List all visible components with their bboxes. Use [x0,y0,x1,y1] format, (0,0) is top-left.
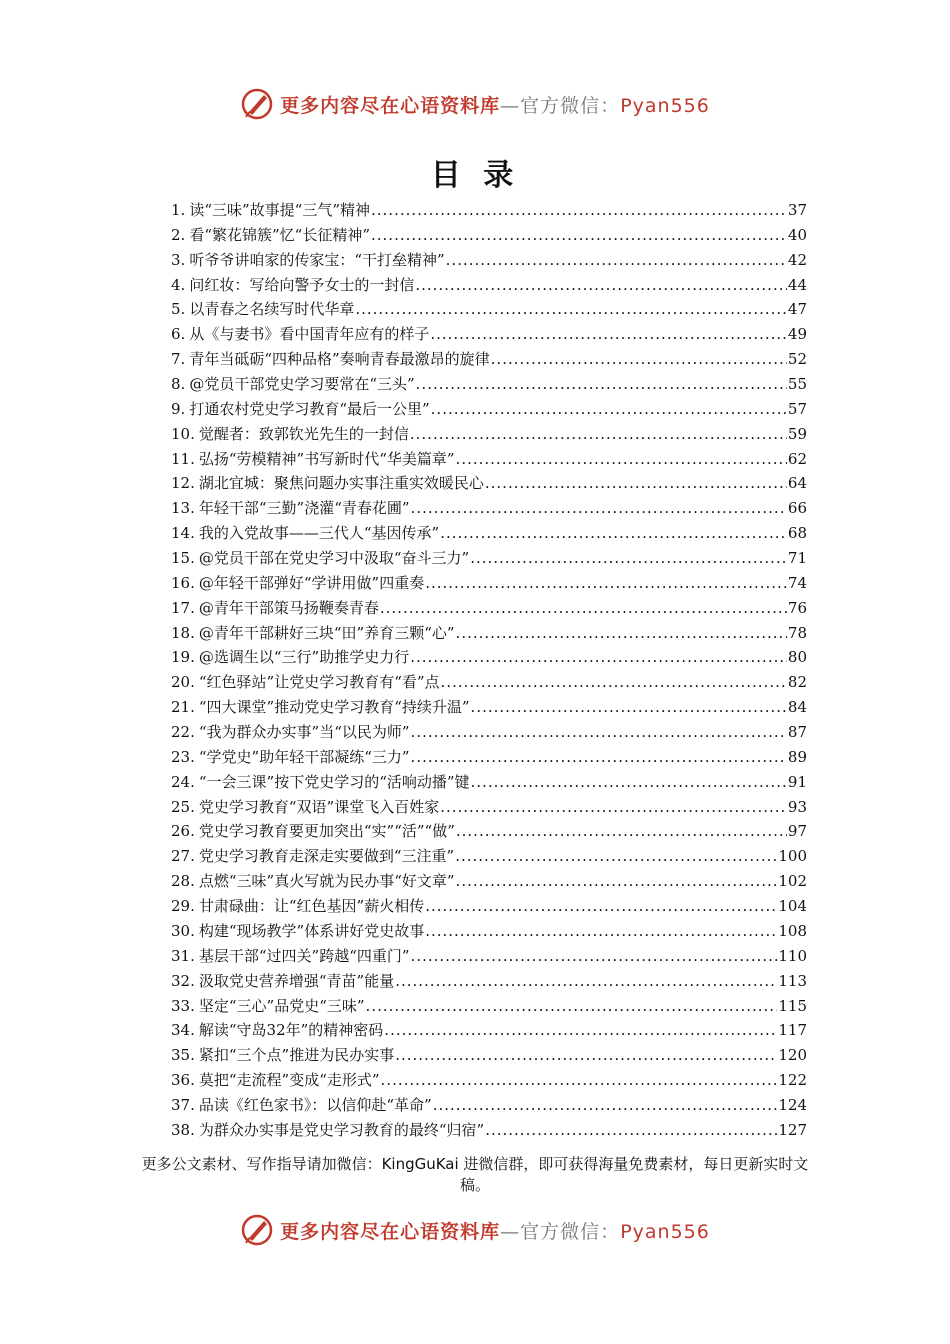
toc-entry-title: 党史学习教育走深走实要做到“三注重” [198,847,455,866]
toc-entry-page: 74 [787,573,807,592]
toc-dot-leader [425,571,787,596]
page-title: 目 录 [430,158,520,193]
toc-entry[interactable] [171,944,807,969]
toc-entry-page: 115 [778,996,807,1015]
toc-dot-leader [410,422,787,447]
toc-entry-page: 68 [787,524,807,543]
toc-dot-leader [416,372,787,397]
toc-entry-number: 1. [171,201,186,219]
toc-entry-number: 26. [171,822,195,841]
toc-entry-title: 汲取党史营养增强“青苗”能量 [198,971,395,990]
toc-entry[interactable] [171,198,807,223]
toc-dot-leader [371,223,787,248]
toc-dot-leader [411,496,787,521]
toc-entry-page: 113 [778,971,807,990]
toc-entry-number: 32. [171,971,195,990]
toc-entry-number: 31. [171,946,195,965]
toc-dot-leader [380,596,787,621]
toc-entry-title: 点燃“三味”真火写就为民办事“好文章” [198,872,455,891]
banner-text: 更多内容尽在心语资料库—官方微信：Pyan556 [280,1220,710,1243]
toc-entry-title: 年轻干部“三勤”浇灌“青春花圃” [198,499,410,518]
toc-entry-page: 122 [778,1071,807,1090]
toc-entry-number: 37. [171,1095,195,1114]
toc-entry-number: 7. [171,350,186,369]
toc-entry[interactable] [171,994,807,1019]
toc-entry-title: 以青春之名续写时代华章 [189,300,355,319]
toc-dot-leader [425,919,777,944]
toc-entry-page: 110 [778,946,807,965]
toc-entry[interactable] [171,795,807,820]
toc-entry-number: 36. [171,1071,195,1090]
toc-entry-page: 71 [787,549,807,568]
toc-entry-title: 青年当砥砺“四种品格”奏响青春最激昂的旋律 [189,350,490,369]
toc-entry-number: 5. [171,300,186,319]
toc-entry[interactable] [171,720,807,745]
toc-dot-leader [471,695,787,720]
toc-entry-number: 9. [171,399,186,418]
toc-entry[interactable] [171,645,807,670]
toc-entry-title: @党员干部在党史学习中汲取“奋斗三力” [198,549,470,568]
toc-entry-number: 35. [171,1046,195,1065]
toc-entry-title: 党史学习教育“双语”课堂飞入百姓家 [198,797,440,816]
toc-entry-page: 44 [787,275,807,294]
toc-entry-number: 23. [171,747,195,766]
toc-entry-page: 40 [787,225,807,244]
pen-logo-icon [240,1213,274,1247]
toc-entry-number: 16. [171,573,195,592]
toc-entry[interactable] [171,248,807,273]
toc-entry-title: @青年干部策马扬鞭奏青春 [198,598,379,617]
toc-dot-leader [471,770,787,795]
toc-entry-page: 97 [787,822,807,841]
toc-entry[interactable] [171,894,807,919]
toc-entry-title: 坚定“三心”品党史“三味” [198,996,365,1015]
toc-entry-title: 听爷爷讲咱家的传家宝：“干打垒精神” [189,250,445,269]
toc-entry-page: 82 [787,673,807,692]
toc-entry[interactable] [171,1043,807,1068]
toc-entry-page: 49 [787,325,807,344]
toc-dot-leader [431,397,787,422]
toc-entry-title: 觉醒者：致郭钦光先生的一封信 [198,424,409,443]
toc-dot-leader [411,745,787,770]
toc-entry[interactable] [171,1068,807,1093]
toc-entry-title: 打通农村党史学习教育“最后一公里” [189,399,430,418]
toc-dot-leader [456,621,787,646]
toc-dot-leader [485,1118,777,1143]
toc-entry-number: 21. [171,698,195,717]
toc-entry-title: @青年干部耕好三块“田”养育三颗“心” [198,623,455,642]
toc-entry-number: 4. [171,275,186,294]
toc-dot-leader [415,273,787,298]
toc-entry[interactable] [171,1118,807,1143]
toc-dot-leader [485,471,787,496]
toc-entry-page: 104 [778,897,807,916]
toc-entry-page: 102 [778,872,807,891]
toc-entry-number: 30. [171,921,195,940]
toc-entry-title: 问红妆：写给向警予女士的一封信 [189,275,415,294]
toc-entry-title: 读“三味”故事提“三气”精神 [189,201,370,219]
toc-entry-page: 87 [787,723,807,742]
toc-entry-number: 34. [171,1021,195,1040]
toc-dot-leader [411,720,787,745]
toc-entry[interactable] [171,297,807,322]
toc-entry-page: 89 [787,747,807,766]
toc-entry-page: 76 [787,598,807,617]
toc-entry[interactable] [171,496,807,521]
toc-entry-title: “红色驿站”让党史学习教育有“看”点 [198,673,440,692]
toc-entry-number: 17. [171,598,195,617]
toc-entry[interactable] [171,919,807,944]
toc-dot-leader [366,994,778,1019]
toc-entry[interactable] [171,670,807,695]
toc-entry-page: 93 [787,797,807,816]
toc-entry-number: 28. [171,872,195,891]
toc-entry-page: 66 [787,499,807,518]
toc-entry-page: 57 [787,399,807,418]
toc-entry[interactable] [171,596,807,621]
toc-dot-leader [491,347,787,372]
toc-entry-page: 42 [787,250,807,269]
toc-entry-title: 湖北宜城：聚焦问题办实事注重实效暖民心 [198,474,484,493]
toc-entry[interactable] [171,422,807,447]
toc-entry-number: 13. [171,499,195,518]
toc-entry-page: 52 [787,350,807,369]
toc-dot-leader [355,297,787,322]
toc-dot-leader [470,546,787,571]
toc-entry-title: 品读《红色家书》：以信仰赴“革命” [198,1095,432,1114]
toc-entry-title: 我的入党故事——三代人“基因传承” [198,524,440,543]
toc-entry[interactable] [171,223,807,248]
toc-entry-page: 120 [778,1046,807,1065]
toc-entry[interactable] [171,273,807,298]
banner-text: 更多内容尽在心语资料库—官方微信：Pyan556 [280,94,710,117]
toc-dot-leader [371,198,787,223]
toc-entry-page: 100 [778,847,807,866]
toc-entry-number: 10. [171,424,195,443]
toc-entry[interactable] [171,397,807,422]
toc-dot-leader [425,894,777,919]
toc-dot-leader [410,645,787,670]
toc-entry-title: 莫把“走流程”变成“走形式” [198,1071,380,1090]
toc-entry-number: 24. [171,772,195,791]
pen-logo-icon [240,87,274,121]
toc-entry[interactable] [171,1018,807,1043]
toc-entry[interactable] [171,471,807,496]
toc-entry-title: 弘扬“劳模精神”书写新时代“华美篇章” [198,449,455,468]
toc-entry-page: 62 [787,449,807,468]
toc-dot-leader [395,1043,777,1068]
toc-dot-leader [440,521,787,546]
toc-dot-leader [455,844,777,869]
toc-dot-leader [446,248,787,273]
toc-entry-number: 3. [171,250,186,269]
toc-entry-title: “四大课堂”推动党史学习教育“持续升温” [198,698,470,717]
toc-entry[interactable] [171,869,807,894]
toc-entry-number: 22. [171,723,195,742]
toc-entry-title: 从《与妻书》看中国青年应有的样子 [189,325,430,344]
toc-entry-number: 33. [171,996,195,1015]
toc-entry-title: 紧扣“三个点”推进为民办实事 [198,1046,395,1065]
toc-entry-number: 38. [171,1120,195,1139]
toc-entry[interactable] [171,521,807,546]
toc-entry-number: 20. [171,673,195,692]
toc-dot-leader [440,795,787,820]
toc-entry-page: 64 [787,474,807,493]
toc-entry-number: 27. [171,847,195,866]
toc-entry-page: 59 [787,424,807,443]
toc-dot-leader [430,322,787,347]
toc-entry-title: 为群众办实事是党史学习教育的最终“归宿” [198,1120,485,1139]
footer-banner [0,1210,950,1250]
toc-entry-page: 127 [778,1120,807,1139]
toc-dot-leader [381,1068,778,1093]
footer-note: 更多公文素材、写作指导请加微信：KingGuKai 进微信群，即可获得海量免费素材，每日更新实时文稿。 [141,1155,809,1194]
toc-entry-title: “一会三课”按下党史学习的“活响动播”键 [198,772,470,791]
toc-entry-number: 14. [171,524,195,543]
toc-entry-number: 15. [171,549,195,568]
toc-dot-leader [456,819,787,844]
toc-entry-number: 8. [171,375,186,394]
toc-entry-page: 55 [787,375,807,394]
toc-entry-title: 解读“守岛32年”的精神密码 [198,1021,384,1040]
toc-entry[interactable] [171,621,807,646]
toc-entry[interactable] [171,347,807,372]
toc-entry[interactable] [171,770,807,795]
toc-entry-page: 117 [778,1021,807,1040]
toc-entry-title: @选调生以“三行”助推学史力行 [198,648,410,667]
toc-entry-number: 6. [171,325,186,344]
toc-entry-number: 18. [171,623,195,642]
toc-entry-page: 84 [787,698,807,717]
toc-entry-title: “学党史”助年轻干部凝练“三力” [198,747,410,766]
toc-entry-number: 19. [171,648,195,667]
toc-entry[interactable] [171,372,807,397]
toc-entry-page: 37 [787,201,807,219]
toc-entry-number: 11. [171,449,195,468]
toc-dot-leader [395,969,777,994]
toc-entry-page: 124 [778,1095,807,1114]
toc-entry-number: 2. [171,225,186,244]
toc-dot-leader [433,1093,778,1118]
toc-dot-leader [441,670,787,695]
toc-entry-page: 91 [787,772,807,791]
toc-entry[interactable] [171,745,807,770]
toc-entry-number: 29. [171,897,195,916]
toc-entry[interactable] [171,819,807,844]
toc-entry[interactable] [171,695,807,720]
toc-dot-leader [411,944,778,969]
toc-entry[interactable] [171,571,807,596]
toc-entry[interactable] [171,969,807,994]
toc-entry-title: 基层干部“过四关”跨越“四重门” [198,946,410,965]
toc-entry-title: “我为群众办实事”当“以民为师” [198,723,410,742]
table-of-contents [171,198,807,1143]
toc-entry-page: 47 [787,300,807,319]
toc-entry-page: 80 [787,648,807,667]
toc-entry[interactable] [171,546,807,571]
toc-entry[interactable] [171,322,807,347]
toc-entry-title: 甘肃碌曲：让“红色基因”薪火相传 [198,897,425,916]
toc-entry[interactable] [171,844,807,869]
toc-entry-page: 78 [787,623,807,642]
toc-entry[interactable] [171,1093,807,1118]
toc-entry-title: @年轻干部弹好“学讲用做”四重奏 [198,573,425,592]
toc-dot-leader [456,869,778,894]
toc-entry-number: 25. [171,797,195,816]
toc-dot-leader [384,1018,777,1043]
toc-entry-page: 108 [778,921,807,940]
toc-entry-title: 构建“现场教学”体系讲好党史故事 [198,921,425,940]
toc-entry-title: 党史学习教育要更加突出“实”“活”“做” [198,822,455,841]
toc-entry-title: 看“繁花锦簇”忆“长征精神” [189,225,370,244]
header-banner [0,84,950,124]
toc-entry-number: 12. [171,474,195,493]
toc-entry-title: @党员干部党史学习要常在“三头” [189,375,415,394]
toc-dot-leader [456,447,787,472]
toc-entry[interactable] [171,447,807,472]
